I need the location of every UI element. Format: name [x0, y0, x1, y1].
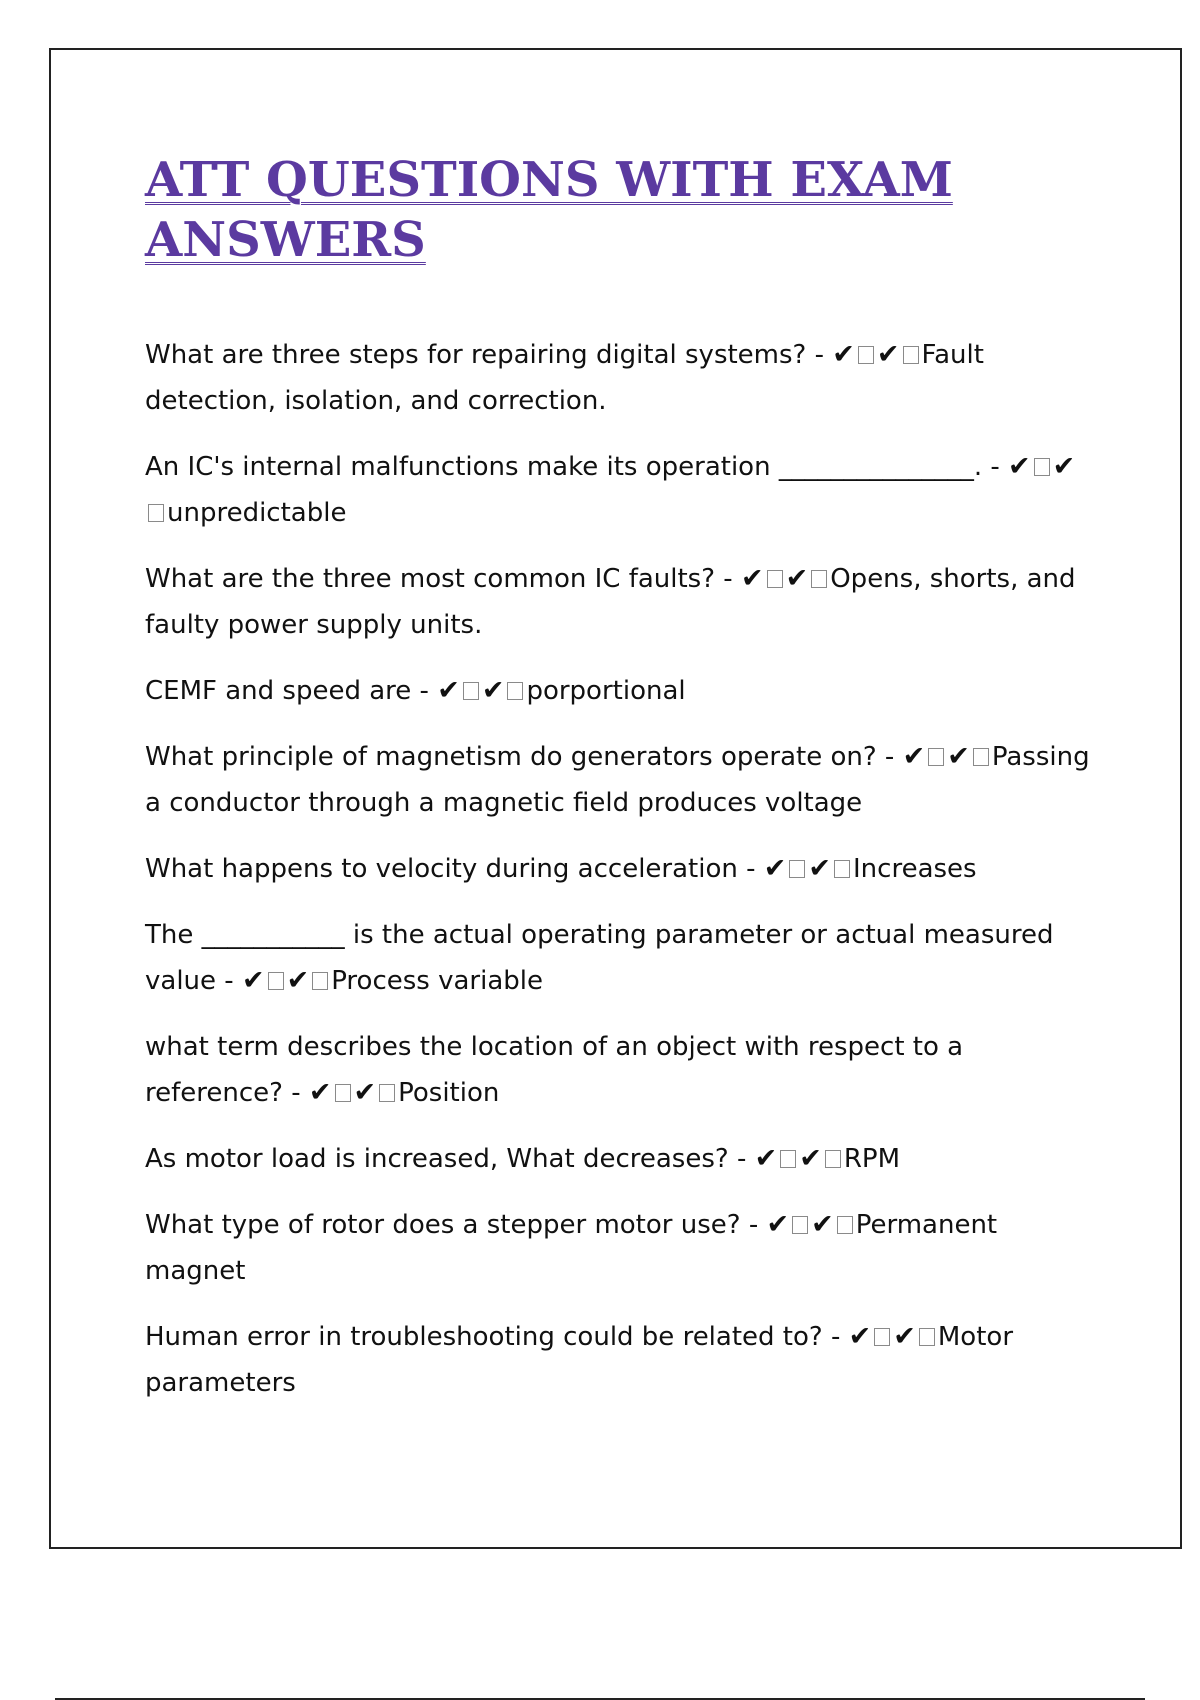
question-text: what term describes the location of an object with respect to a reference?: [145, 1032, 964, 1108]
empty-box-icon: [789, 860, 805, 878]
answer-separator: -: [822, 1322, 849, 1352]
answer-separator: -: [982, 452, 1008, 482]
answer-separator: -: [806, 340, 833, 370]
answer-separator: -: [740, 1210, 767, 1240]
qa-item: [145, 846, 1095, 892]
empty-box-icon: [335, 1084, 351, 1102]
answer-separator: -: [728, 1144, 755, 1174]
checkmark-icon: ✔: [808, 853, 832, 884]
checkmark-icon: ✔: [481, 675, 505, 706]
qa-item: [145, 668, 1095, 714]
empty-box-icon: [463, 682, 479, 700]
checkmark-icon: ✔: [437, 675, 460, 706]
question-text: What are three steps for repairing digital systems?: [145, 340, 807, 370]
question-text: Human error in troubleshooting could be related to?: [145, 1322, 823, 1352]
question-text: The ___________ is the actual operating parameter or actual measured value: [145, 920, 1054, 996]
checkmark-icon: ✔: [1052, 451, 1076, 482]
empty-box-icon: [825, 1150, 841, 1168]
qa-item: [145, 332, 1095, 424]
empty-box-icon: [268, 972, 284, 990]
checkmark-icon: ✔: [947, 741, 970, 772]
checkmark-icon: ✔: [308, 1077, 332, 1108]
checkmark-icon: ✔: [785, 563, 809, 594]
question-text: CEMF and speed are: [145, 676, 412, 706]
checkmark-icon: ✔: [241, 965, 265, 996]
answer-separator: -: [737, 854, 764, 884]
checkmark-icon: ✔: [763, 853, 787, 884]
answer-text: unpredictable: [167, 498, 347, 528]
empty-box-icon: [858, 346, 874, 364]
empty-box-icon: [379, 1084, 395, 1102]
empty-box-icon: [874, 1328, 890, 1346]
empty-box-icon: [903, 346, 919, 364]
empty-box-icon: [837, 1216, 853, 1234]
answer-text: Permanent magnet: [145, 1210, 998, 1286]
empty-box-icon: [834, 860, 850, 878]
question-text: An IC's internal malfunctions make its operation _______________.: [145, 452, 983, 482]
checkmark-icon: ✔: [766, 1209, 790, 1240]
empty-box-icon: [811, 570, 827, 588]
checkmark-icon: ✔: [811, 1209, 834, 1240]
qa-item: [145, 1136, 1095, 1182]
answer-separator: -: [282, 1078, 309, 1108]
qa-item: [145, 1024, 1095, 1116]
answer-text: Opens, shorts, and faulty power supply units.: [145, 564, 1076, 640]
answer-separator: -: [876, 742, 903, 772]
checkmark-icon: ✔: [902, 741, 926, 772]
question-text: What principle of magnetism do generators operate on?: [145, 742, 877, 772]
qa-item: [145, 912, 1095, 1004]
checkmark-icon: ✔: [848, 1321, 872, 1352]
qa-item: [145, 1202, 1095, 1294]
answer-text: Position: [398, 1078, 500, 1108]
empty-box-icon: [148, 504, 164, 522]
empty-box-icon: [928, 748, 944, 766]
checkmark-icon: ✔: [799, 1143, 822, 1174]
qa-item: [145, 1314, 1095, 1406]
qa-list: [145, 332, 1095, 1426]
question-text: What type of rotor does a stepper motor use?: [145, 1210, 741, 1240]
answer-separator: -: [411, 676, 438, 706]
empty-box-icon: [780, 1150, 796, 1168]
checkmark-icon: ✔: [832, 339, 855, 370]
answer-text: RPM: [843, 1144, 901, 1174]
answer-text: Increases: [853, 854, 977, 884]
question-text: What happens to velocity during acceleration: [145, 854, 738, 884]
checkmark-icon: ✔: [754, 1143, 778, 1174]
empty-box-icon: [507, 682, 523, 700]
empty-box-icon: [792, 1216, 808, 1234]
empty-box-icon: [919, 1328, 935, 1346]
checkmark-icon: ✔: [353, 1077, 377, 1108]
answer-text: Fault detection, isolation, and correction.: [145, 340, 984, 416]
checkmark-icon: ✔: [876, 339, 900, 370]
checkmark-icon: ✔: [740, 563, 764, 594]
empty-box-icon: [312, 972, 328, 990]
checkmark-icon: ✔: [893, 1321, 916, 1352]
answer-separator: -: [715, 564, 741, 594]
answer-text: Process variable: [331, 966, 543, 996]
empty-box-icon: [767, 570, 783, 588]
question-text: As motor load is increased, What decreases?: [145, 1144, 729, 1174]
question-text: What are the three most common IC faults?: [145, 564, 716, 594]
qa-item: [145, 556, 1095, 648]
qa-item: [145, 444, 1095, 536]
page-title: ATT QUESTIONS WITH EXAM ANSWERS: [145, 152, 953, 268]
answer-text: Passing a conductor through a magnetic field produces voltage: [145, 742, 1090, 818]
checkmark-icon: ✔: [1008, 451, 1031, 482]
checkmark-icon: ✔: [286, 965, 310, 996]
answer-separator: -: [216, 966, 242, 996]
empty-box-icon: [973, 748, 989, 766]
answer-text: porportional: [526, 676, 686, 706]
empty-box-icon: [1034, 458, 1050, 476]
qa-item: [145, 734, 1095, 826]
answer-text: Motor parameters: [145, 1322, 1014, 1398]
